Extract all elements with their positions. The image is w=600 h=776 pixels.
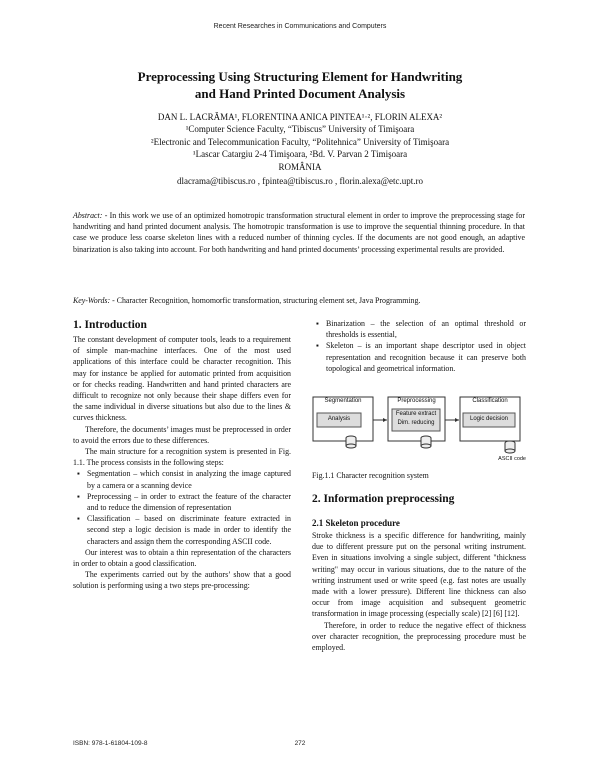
affiliation-2: ²Electronic and Telecommunication Faculty, “Politehnica” University of Timişoara	[150, 136, 450, 147]
bullet-binarization: ▪ Binarization – the selection of an optimal threshold or thresholds is essential,	[316, 319, 526, 340]
ascii-label: ASCII code	[498, 456, 526, 462]
logic-text: Logic decision	[469, 416, 509, 422]
authors: DAN L. LACRĂMA¹, FLORENTINA ANICA PINTEA¹·², FLORIN ALEXA²	[157, 112, 443, 122]
left-column	[73, 318, 291, 592]
paper-title	[60, 68, 540, 102]
keywords-label: Key-Words:	[73, 296, 111, 305]
abstract-label: Abstract:	[73, 211, 103, 220]
bullet-icon: ▪	[77, 514, 80, 524]
bullet-icon: ▪	[316, 341, 319, 351]
preprocessing-label: Preprocessing	[397, 398, 436, 404]
database-icon-2	[421, 436, 431, 448]
section-2-1-heading: 2.1 Skeleton procedure	[312, 518, 400, 528]
intro-paragraph-3: The main structure for a recognition system is presented in Fig. 1.1. The process consists in the following steps:	[73, 447, 291, 468]
arrow-2-head	[455, 418, 459, 422]
bullet-segmentation: ▪ Segmentation – which consist in analyzing the image captured by a camera or a scanning device	[77, 469, 291, 490]
bullet-icon: ▪	[77, 491, 80, 501]
feature-text: Feature extract Dim. reducing	[395, 411, 437, 426]
intro-paragraph-2: Therefore, the documents’ images must be preprocessed in order to avoid the errors due to these differences.	[73, 424, 291, 445]
section-2-heading: 2. Information preprocessing	[312, 493, 455, 505]
running-header: Recent Researches in Communications and Computers	[213, 23, 387, 30]
country: ROMÂNIA	[278, 161, 322, 172]
title-line-2: and Hand Printed Document Analysis	[194, 86, 406, 101]
author-block	[60, 111, 540, 187]
abstract	[73, 210, 525, 255]
bullet-classification: ▪ Classification – based on discriminate feature extracted in second step a logic decision is made in order to identify the characters and assign them the corresponding ASCII code.	[77, 514, 291, 546]
affiliation-3: ¹Lascar Catargiu 2-4 Timişoara, ²Bd. V. Parvan 2 Timişoara	[192, 149, 408, 160]
skeleton-paragraph-1: Stroke thickness is a specific difference for handwriting, mainly due to different pressure put on the personal writing instrument. Even in situations involving a single subject, different "thickness writing" may occur in various situations, due to the nature of the writing instrument used or write speed (e.g. fast notes are usually made with a lower pressure). Different line thickness can also occur from image acquisition and subsequent geometric transformation in image processing (especially scale) [2] [6] [12].	[312, 531, 526, 619]
abstract-text: - In this work we use of an optimized homotropic transformation structural element in order to improve the preprocessing stage for handwriting and hand printed document analysis. The homotropic transformation is use to improve the sequential thinning procedure. In that case we produce less coarse skeleton lines with a reduced number of thinning cycles. If the documents are not good enough, an adaptive binarization is also taking into account. For both handwriting and hand printed documents’ processing experimental results are provided.	[73, 211, 525, 254]
right-column-top	[312, 318, 526, 374]
keywords	[73, 295, 525, 306]
title-line-1: Preprocessing Using Structuring Element for Handwriting	[137, 69, 463, 84]
intro-paragraph-1: The constant development of computer tools, leads to a requirement of simple man-machine interfaces. One of the most used applications of this interface could be character recognition. This may for instance be applied for automatic printed from acquisition or for checks reading. Handwritten and hand printed characters are difficult to recognize not only because their shape differs even for the same individual in diverse situations but also due to the lines & curves thickness.	[73, 335, 291, 423]
segmentation-label: Segmentation	[324, 398, 362, 404]
keywords-text: - Character Recognition, homomorfic transformation, structuring element set, Java Programming.	[110, 296, 421, 305]
intro-paragraph-5: The experiments carried out by the authors’ show that a good solution is performing using a two steps pre-processing:	[73, 570, 291, 591]
bullet-skeleton: ▪ Skeleton – is an important shape descriptor used in object representation and recognition because it can preserve both topological and geometrical information.	[316, 341, 526, 373]
skeleton-paragraph-2: Therefore, in order to reduce the negative effect of thickness over character recognition, the preprocessing procedure must be employed.	[312, 620, 526, 653]
bullet-preprocessing: ▪ Preprocessing – in order to extract the feature of the character and to reduce the dimension of representation	[77, 491, 291, 513]
database-icon-3	[505, 441, 515, 453]
page-number: 272	[294, 740, 306, 747]
affiliation-1: ¹Computer Science Faculty, “Tibiscus” University of Timişoara	[185, 124, 415, 135]
figure-caption: Fig.1.1 Character recognition system	[312, 471, 429, 480]
footer-isbn: ISBN: 978-1-61804-109-8	[73, 740, 148, 747]
right-column-bottom	[312, 492, 526, 653]
analysis-text: Analysis	[327, 416, 351, 422]
arrow-1-head	[383, 418, 387, 422]
emails: dlacrama@tibiscus.ro , fpintea@tibiscus.ro , florin.alexa@etc.upt.ro	[176, 176, 424, 187]
bullet-icon: ▪	[77, 469, 80, 479]
intro-paragraph-4: Our interest was to obtain a thin representation of the characters in order to obtain a good classification.	[73, 547, 291, 569]
classification-label: Classification	[472, 398, 508, 404]
section-1-heading: 1. Introduction	[73, 319, 147, 331]
database-icon-1	[346, 436, 356, 448]
bullet-icon: ▪	[316, 319, 319, 328]
